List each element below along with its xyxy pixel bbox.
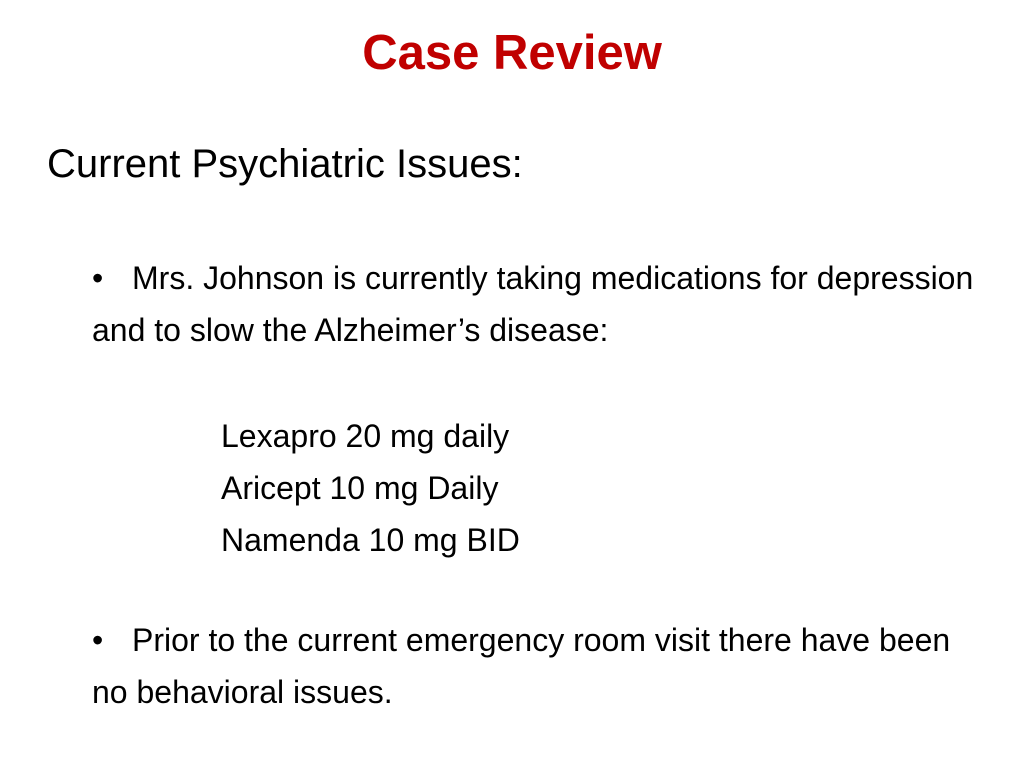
bullet-text: Mrs. Johnson is currently taking medications for depression and to slow the Alzheimer’s disease: <box>92 260 974 348</box>
medication-item: Aricept 10 mg Daily <box>221 470 499 506</box>
bullet-marker-icon: • <box>92 622 104 658</box>
medication-item: Lexapro 20 mg daily <box>221 418 510 454</box>
bullet-marker-icon: • <box>92 260 104 296</box>
slide-title: Case Review <box>362 26 662 80</box>
medication-item: Namenda 10 mg BID <box>221 522 520 558</box>
bullet-text: Prior to the current emergency room visit there have been no behavioral issues. <box>92 622 951 710</box>
medication-list <box>221 410 520 566</box>
bullet-item-behavioral <box>92 614 992 718</box>
section-heading: Current Psychiatric Issues: <box>47 142 523 186</box>
bullet-item-medications <box>92 252 992 356</box>
